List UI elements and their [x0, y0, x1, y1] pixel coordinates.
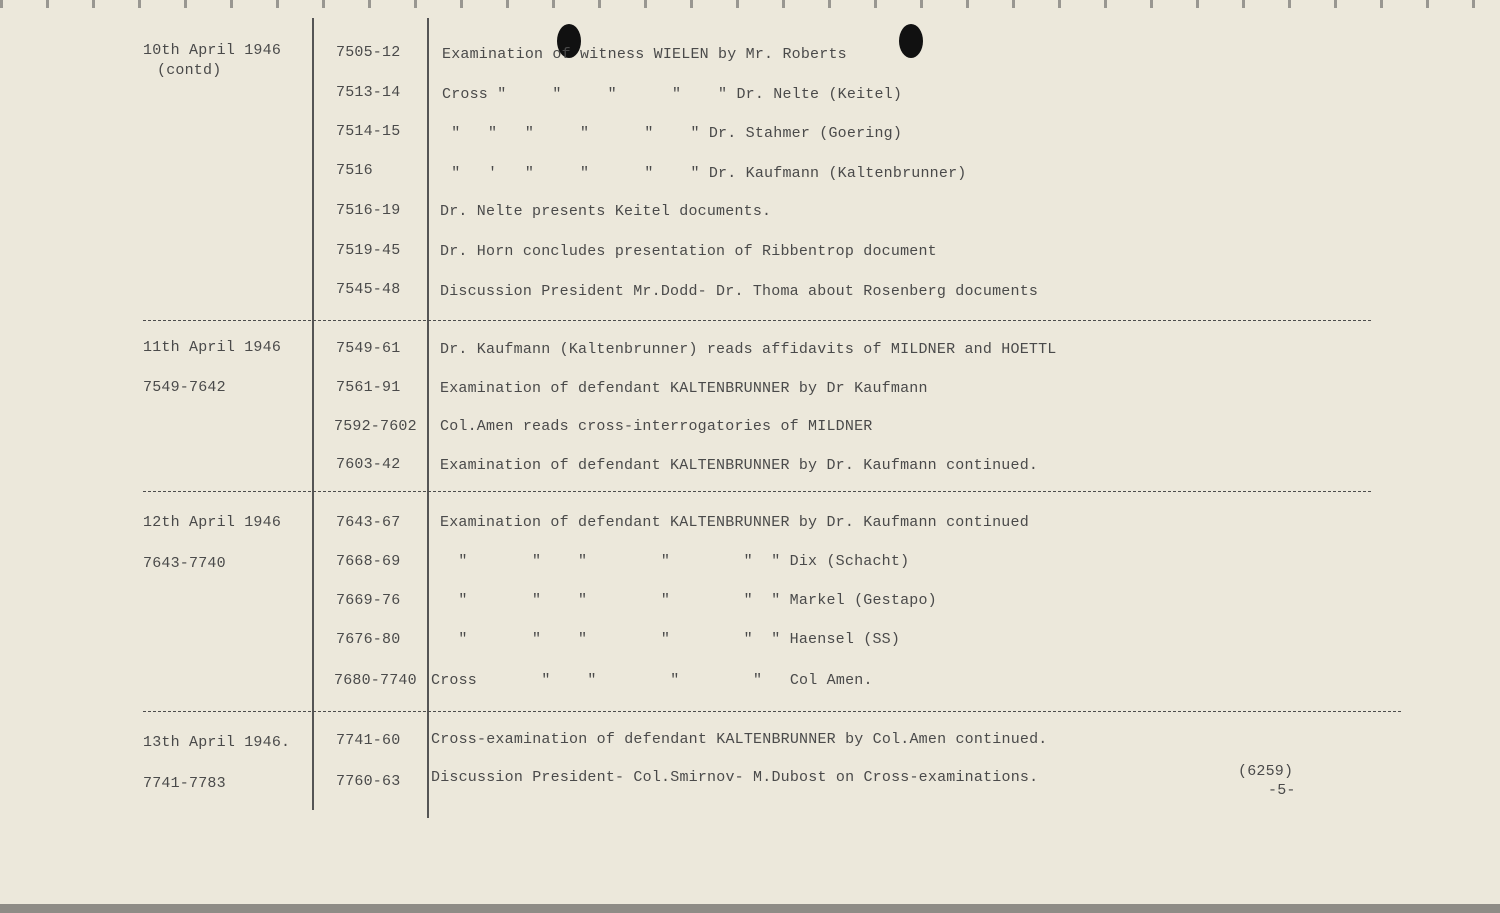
page-range: 7669-76	[336, 592, 401, 609]
section-subtitle: 7549-7642	[143, 379, 226, 396]
entry-text: " " " " " " Markel (Gestapo)	[440, 592, 937, 609]
page-range: 7561-91	[336, 379, 401, 396]
page-range: 7549-61	[336, 340, 401, 357]
section-date: 12th April 1946	[143, 514, 282, 531]
entry-text: Examination of defendant KALTENBRUNNER by Dr Kaufmann	[440, 380, 928, 397]
section-subtitle: 7741-7783	[143, 775, 226, 792]
entry-text: Cross " " " " Col Amen.	[431, 672, 873, 689]
entry-text: Examination of witness WIELEN by Mr. Roberts	[442, 46, 847, 63]
page-number: -5-	[1268, 782, 1296, 799]
page-range: 7741-60	[336, 732, 401, 749]
entry-text: Discussion President- Col.Smirnov- M.Dubost on Cross-examinations.	[431, 769, 1039, 786]
entry-text: " " " " " " Haensel (SS)	[440, 631, 901, 648]
separator-3	[143, 711, 1401, 712]
section-date: 10th April 1946	[143, 42, 282, 59]
section-subtitle: (contd)	[157, 62, 222, 79]
page-range: 7545-48	[336, 281, 401, 298]
entry-text: " " " " " " Dix (Schacht)	[440, 553, 910, 570]
page-range: 7643-67	[336, 514, 401, 531]
reference-number: (6259)	[1238, 763, 1294, 780]
separator-2	[143, 491, 1371, 492]
page-range: 7519-45	[336, 242, 401, 259]
page-range: 7603-42	[336, 456, 401, 473]
entry-text: " " " " " " Dr. Stahmer (Goering)	[442, 125, 903, 142]
entry-text: Cross-examination of defendant KALTENBRUNNER by Col.Amen continued.	[431, 731, 1048, 748]
punch-hole-right	[899, 24, 923, 58]
page-range: 7676-80	[336, 631, 401, 648]
section-date: 11th April 1946	[143, 339, 282, 356]
entry-text: Cross " " " " " Dr. Nelte (Keitel)	[442, 86, 903, 103]
section-subtitle: 7643-7740	[143, 555, 226, 572]
page-range: 7680-7740	[334, 672, 417, 689]
entry-text: Examination of defendant KALTENBRUNNER by Dr. Kaufmann continued	[440, 514, 1029, 531]
entry-text: Col.Amen reads cross-interrogatories of MILDNER	[440, 418, 873, 435]
page-range: 7514-15	[336, 123, 401, 140]
page-range: 7505-12	[336, 44, 401, 61]
entry-text: Dr. Horn concludes presentation of Ribbentrop document	[440, 243, 937, 260]
page-range: 7513-14	[336, 84, 401, 101]
entry-text: Dr. Nelte presents Keitel documents.	[440, 203, 772, 220]
page-range: 7516-19	[336, 202, 401, 219]
page-range: 7760-63	[336, 773, 401, 790]
entry-text: Discussion President Mr.Dodd- Dr. Thoma about Rosenberg documents	[440, 283, 1039, 300]
entry-text: " ' " " " " Dr. Kaufmann (Kaltenbrunner)	[442, 165, 967, 182]
column-rule-pages	[427, 18, 429, 818]
section-date: 13th April 1946.	[143, 734, 291, 751]
page-range: 7592-7602	[334, 418, 417, 435]
separator-1	[143, 320, 1371, 321]
page-range: 7516	[336, 162, 373, 179]
page-range: 7668-69	[336, 553, 401, 570]
entry-text: Dr. Kaufmann (Kaltenbrunner) reads affidavits of MILDNER and HOETTL	[440, 341, 1057, 358]
entry-text: Examination of defendant KALTENBRUNNER by Dr. Kaufmann continued.	[440, 457, 1039, 474]
column-rule-date	[312, 18, 314, 810]
